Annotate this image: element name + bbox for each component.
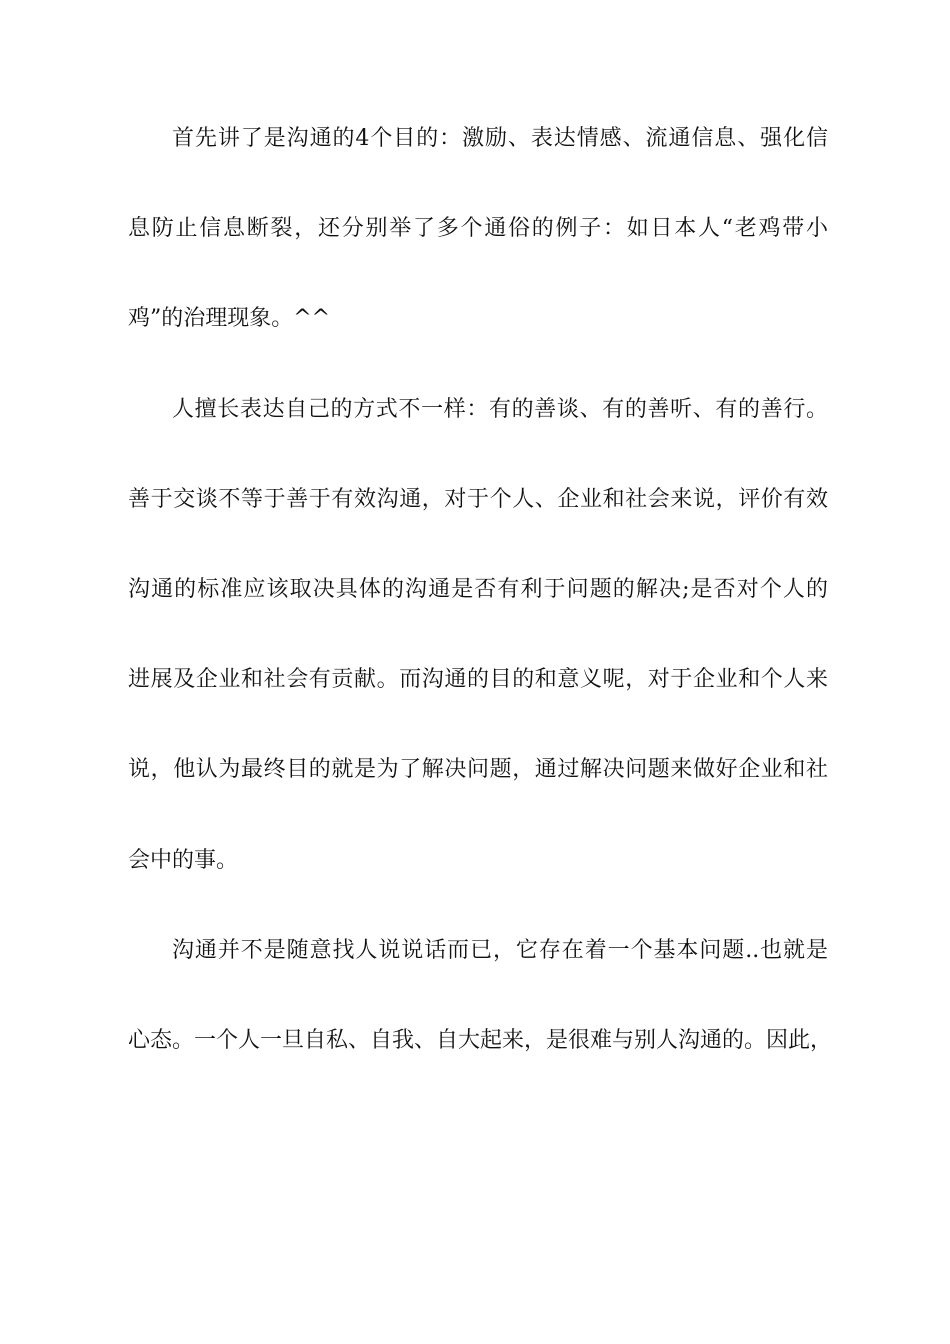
paragraph-3-line-2: 心态。一个人一旦自私、自我、自大起来，是很难与别人沟通的。因此， [128, 1027, 833, 1053]
document-body [128, 116, 833, 1108]
paragraph-1-line-2: 息防止信息断裂，还分别举了多个通俗的例子：如日本人“老鸡带小 [128, 216, 828, 242]
paragraph-2-line-3: 沟通的标准应该取决具体的沟通是否有利于问题的解决;是否对个人的 [128, 576, 828, 602]
paragraph-2-line-6: 会中的事。 [128, 847, 239, 873]
paragraph-1-line-3: 鸡”的治理现象。^^ [128, 306, 331, 332]
paragraph-2-line-4: 进展及企业和社会有贡献。而沟通的目的和意义呢，对于企业和个人来 [128, 667, 828, 693]
paragraph-3-line-1: 沟通并不是随意找人说说话而已，它存在着一个基本问题..也就是 [172, 937, 828, 963]
paragraph-1-line-1: 首先讲了是沟通的4个目的：激励、表达情感、流通信息、强化信 [172, 126, 828, 151]
paragraph-2-line-2: 善于交谈不等于善于有效沟通，对于个人、企业和社会来说，评价有效 [128, 486, 828, 512]
paragraph-2-line-1: 人擅长表达自己的方式不一样：有的善谈、有的善听、有的善行。 [172, 396, 828, 422]
paragraph-2-line-5: 说，他认为最终目的就是为了解决问题，通过解决问题来做好企业和社 [128, 757, 828, 783]
